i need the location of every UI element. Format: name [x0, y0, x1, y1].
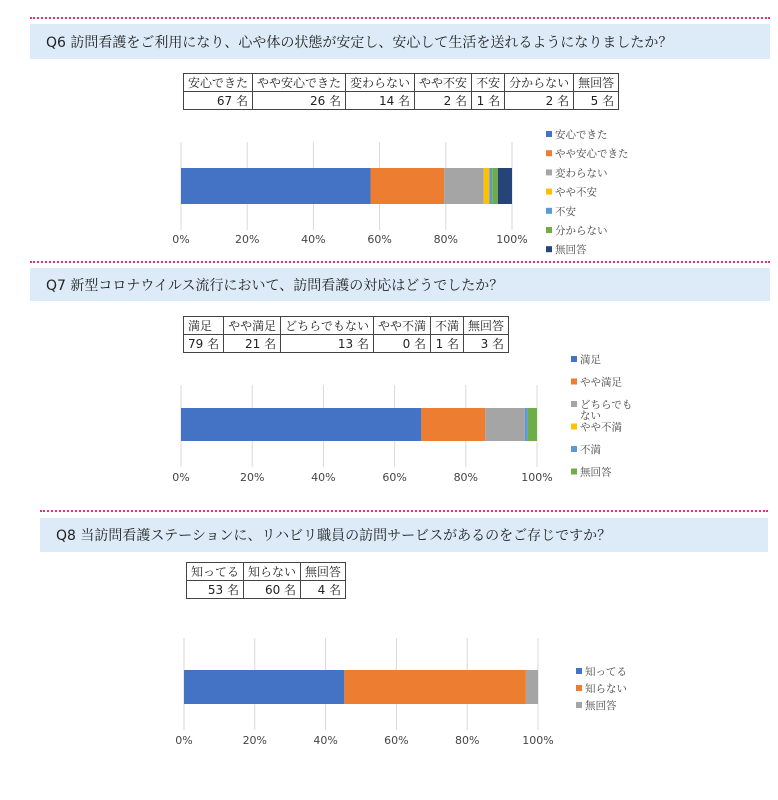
- counts-header: 安心できた: [184, 74, 253, 92]
- counts-value: 3 名: [464, 335, 509, 353]
- bar-segment: [489, 168, 492, 204]
- x-tick-label: 20%: [234, 233, 260, 246]
- counts-header: 変わらない: [346, 74, 415, 92]
- legend-marker: [571, 469, 577, 475]
- counts-header: 分からない: [505, 74, 574, 92]
- bar-segment: [485, 408, 525, 441]
- legend-label: 無回答: [585, 700, 617, 712]
- legend-label: 知ってる: [585, 666, 627, 678]
- legend-label: 満足: [580, 354, 601, 366]
- counts-value: 2 名: [415, 92, 472, 110]
- counts-value: 4 名: [301, 581, 346, 599]
- legend-label: 知らない: [585, 683, 627, 695]
- question-title-q7: Q7 新型コロナウイルス流行において、訪問看護の対応はどうでしたか？: [30, 268, 770, 301]
- counts-header: 無回答: [574, 74, 619, 92]
- bar-segment: [371, 168, 445, 204]
- bar-segment: [421, 408, 485, 441]
- x-tick-label: 80%: [433, 233, 459, 246]
- legend-label: どちらでも: [580, 399, 633, 411]
- x-tick-label: 0%: [172, 471, 190, 484]
- legend-marker: [546, 227, 552, 233]
- counts-value: 2 名: [505, 92, 574, 110]
- x-tick-label: 0%: [175, 734, 193, 747]
- counts-value: 1 名: [472, 92, 505, 110]
- x-tick-label: 20%: [242, 734, 268, 747]
- bar-segment: [525, 408, 528, 441]
- counts-header: やや不満: [374, 317, 431, 335]
- counts-value: 0 名: [374, 335, 431, 353]
- bar-segment: [181, 408, 421, 441]
- legend-marker: [576, 702, 582, 708]
- x-tick-label: 40%: [301, 233, 326, 246]
- bar-segment: [181, 168, 371, 204]
- counts-value: 67 名: [184, 92, 253, 110]
- counts-header: 知ってる: [187, 563, 244, 581]
- counts-header: どちらでもない: [281, 317, 374, 335]
- x-tick-label: 100%: [496, 233, 528, 246]
- counts-header: 無回答: [301, 563, 346, 581]
- counts-header: やや満足: [224, 317, 281, 335]
- legend-label: やや不満: [580, 421, 622, 434]
- bar-segment: [344, 670, 526, 704]
- question-title-q8: Q8 当訪問看護ステーションに、リハビリ職員の訪問サービスがあるのをご存じですか？: [40, 518, 768, 552]
- counts-value: 60 名: [244, 581, 301, 599]
- legend-label: 無回答: [580, 466, 612, 479]
- legend-marker: [571, 424, 577, 430]
- x-tick-label: 40%: [313, 734, 338, 747]
- counts-header: 満足: [184, 317, 224, 335]
- legend-label: やや満足: [580, 376, 622, 389]
- x-tick-label: 0%: [172, 233, 190, 246]
- legend-marker: [546, 189, 552, 195]
- legend-marker: [576, 668, 582, 674]
- x-tick-label: 80%: [453, 471, 479, 484]
- legend-label: 変わらない: [555, 167, 608, 180]
- counts-value: 5 名: [574, 92, 619, 110]
- legend-marker: [546, 150, 552, 156]
- counts-value: 14 名: [346, 92, 415, 110]
- counts-value: 21 名: [224, 335, 281, 353]
- x-tick-label: 80%: [454, 734, 480, 747]
- bar-segment: [444, 168, 484, 204]
- x-tick-label: 100%: [522, 734, 554, 747]
- bar-segment: [184, 670, 344, 704]
- legend-label: 不満: [580, 444, 601, 456]
- x-tick-label: 20%: [239, 471, 265, 484]
- legend-marker: [571, 379, 577, 385]
- counts-header: 知らない: [244, 563, 301, 581]
- counts-value: 13 名: [281, 335, 374, 353]
- bar-segment: [528, 408, 537, 441]
- bar-segment: [498, 168, 512, 204]
- legend-marker: [576, 685, 582, 691]
- legend-label: やや不安: [555, 186, 597, 199]
- legend-label: やや安心できた: [555, 148, 629, 161]
- legend-marker: [546, 169, 552, 175]
- bar-segment: [526, 670, 538, 704]
- legend-marker: [571, 356, 577, 362]
- legend-label: 分からない: [555, 225, 608, 237]
- x-tick-label: 100%: [521, 471, 553, 484]
- legend-label: 不安: [555, 205, 576, 218]
- counts-header: やや安心できた: [253, 74, 346, 92]
- counts-header: 不安: [472, 74, 505, 92]
- legend-marker: [571, 446, 577, 452]
- legend-label: ない: [580, 410, 601, 422]
- bar-segment: [484, 168, 490, 204]
- legend-label: 無回答: [555, 244, 587, 257]
- legend-marker: [546, 131, 552, 137]
- x-tick-label: 60%: [382, 471, 407, 484]
- counts-value: 26 名: [253, 92, 346, 110]
- legend-marker: [571, 401, 577, 407]
- counts-header: やや不安: [415, 74, 472, 92]
- x-tick-label: 60%: [384, 734, 409, 747]
- counts-header: 無回答: [464, 317, 509, 335]
- legend-marker: [546, 246, 552, 252]
- counts-header: 不満: [431, 317, 464, 335]
- counts-value: 1 名: [431, 335, 464, 353]
- x-tick-label: 60%: [367, 233, 392, 246]
- counts-value: 79 名: [184, 335, 224, 353]
- x-tick-label: 40%: [311, 471, 336, 484]
- counts-value: 53 名: [187, 581, 244, 599]
- bar-segment: [492, 168, 498, 204]
- legend-label: 安心できた: [555, 129, 608, 141]
- legend-marker: [546, 208, 552, 214]
- question-title-q6: Q6 訪問看護をご利用になり、心や体の状態が安定し、安心して生活を送れるようになりましたか？: [30, 24, 770, 59]
